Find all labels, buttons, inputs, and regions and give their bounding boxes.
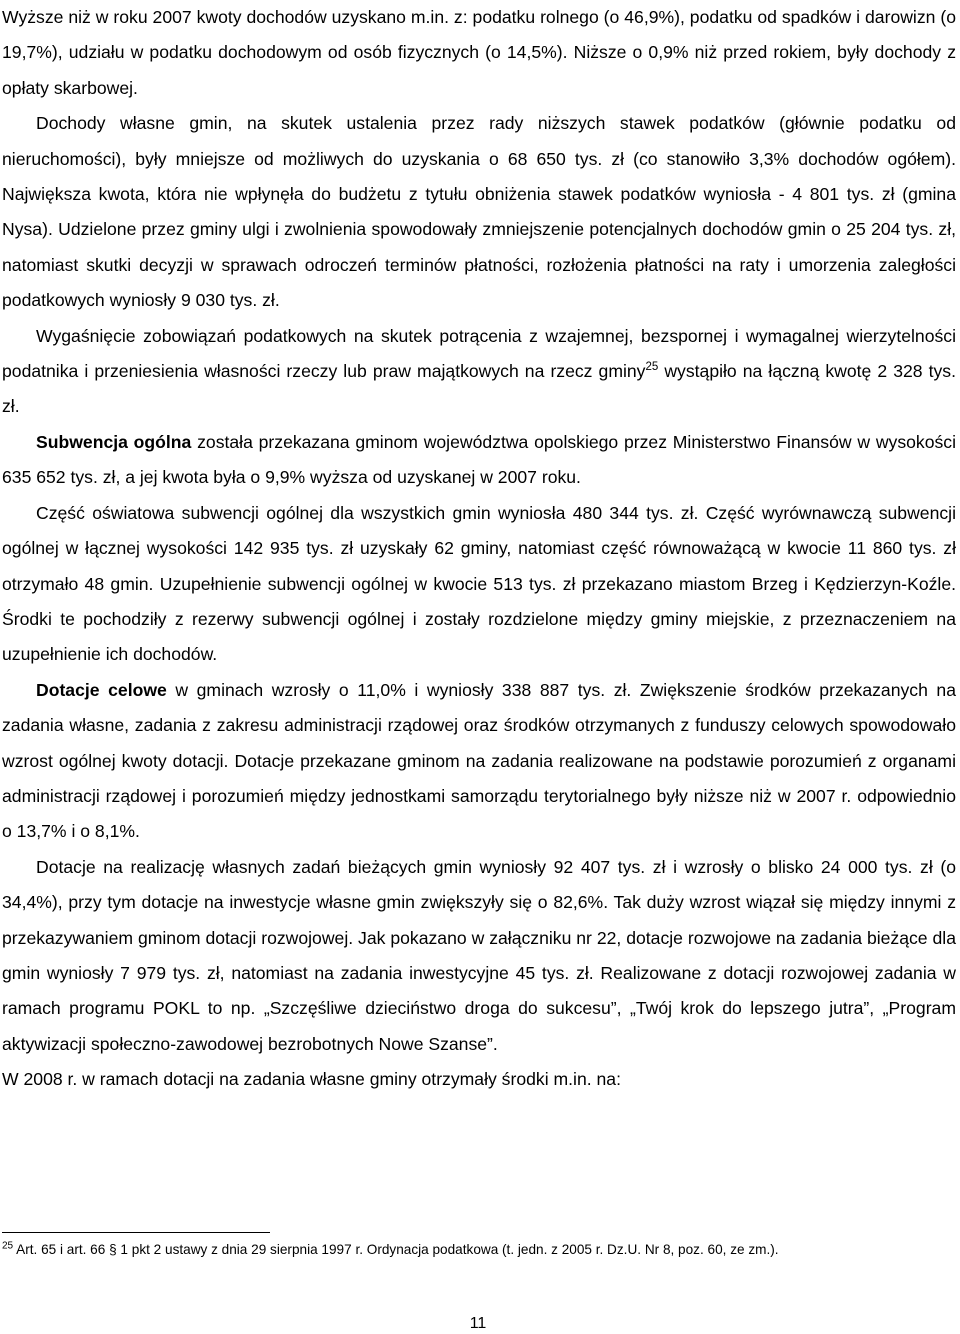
page-number: 11 (469, 1315, 487, 1332)
paragraph-text: Wygaśnięcie zobowiązań podatkowych na skutek potrącenia z wzajemnej, bezspornej i wymagalnej wierzytelności podatnika i przeniesienia własności rzeczy lub praw majątkowych na rzecz gminy (2, 325, 956, 382)
footnote-number: 25 (2, 1240, 14, 1252)
paragraph (2, 0, 956, 106)
paragraph-text: w gminach wzrosły o 11,0% i wyniosły 338 887 tys. zł. Zwiększenie środków przekazanych na zadania własne, zadania z zakresu administracji rządowej oraz środków otrzymanych z funduszy celowych spowodowało wzrost ogólnej kwoty dotacji. Dotacje przekazane gminom na zadania realizowane na podstawie porozumień z organami administracji rządowej i porozumień między jednostkami samorządu terytorialnego były niższe niż w 2007 r. odpowiednio o 13,7% i o 8,1%. (2, 679, 956, 842)
paragraph (2, 425, 956, 496)
paragraph-text: Dochody własne gmin, na skutek ustalenia przez rady niższych stawek podatków (głównie podatku od nieruchomości), były mniejsze od możliwych do uzyskania o 68 650 tys. zł (co stanowiło 3,3% dochodów ogółem). Największa kwota, która nie wpłynęła do budżetu z tytułu obniżenia stawek podatków wyniosła - 4 801 tys. zł (gmina Nysa). Udzielone przez gminy ulgi i zwolnienia spowodowały zmniejszenie potencjalnych dochodów gmin o 25 204 tys. zł, natomiast skutki decyzji w sprawach odroczeń terminów płatności, rozłożenia płatności na raty i umorzenia zaległości podatkowych wyniosły 9 030 tys. zł. (2, 113, 956, 311)
footnote-separator (2, 1232, 270, 1233)
paragraph (2, 319, 956, 425)
footnote-reference: 25 (645, 361, 659, 374)
paragraph (2, 496, 956, 673)
bold-term: Subwencja ogólna (36, 431, 192, 452)
footnote (2, 1240, 956, 1260)
paragraph-text: Wyższe niż w roku 2007 kwoty dochodów uzyskano m.in. z: podatku rolnego (o 46,9%), podatku od spadków i darowizn (o 19,7%), udziału w podatku dochodowym od osób fizycznych (o 14,5%). Niższe o 0,9% niż przed rokiem, były dochody z opłaty skarbowej. (2, 7, 956, 98)
paragraph (2, 850, 956, 1062)
paragraph-text: wystąpiło na łączną kwotę 2 328 tys. zł. (2, 361, 956, 417)
body-text (2, 0, 956, 1098)
paragraph-text: została przekazana gminom województwa opolskiego przez Ministerstwo Finansów w wysokości 635 652 tys. zł, a jej kwota była o 9,9% wyższa od uzyskanej w 2007 roku. (2, 431, 957, 488)
footnote-text: Art. 65 i art. 66 § 1 pkt 2 ustawy z dnia 29 sierpnia 1997 r. Ordynacja podatkowa (t. jedn. z 2005 r. Dz.U. Nr 8, poz. 60, ze zm.). (13, 1242, 779, 1257)
paragraph-text: Część oświatowa subwencji ogólnej dla wszystkich gmin wyniosła 480 344 tys. zł. Część wyrównawczą subwencji ogólnej w łącznej wysokości 142 935 tys. zł uzyskały 62 gminy, natomiast część równoważącą w kwocie 11 860 tys. zł otrzymało 48 gmin. Uzupełnienie subwencji ogólnej w kwocie 513 tys. zł przekazano miastom Brzeg i Kędzierzyn-Koźle. Środki te pochodziły z rezerwy subwencji ogólnej i zostały rozdzielone między gminy miejskie, z przeznaczeniem na uzupełnienie ich dochodów. (2, 502, 956, 665)
paragraph (2, 1062, 956, 1097)
paragraph (2, 106, 956, 318)
paragraph-text: W 2008 r. w ramach dotacji na zadania własne gminy otrzymały środki m.in. na: (2, 1069, 621, 1090)
paragraph (2, 673, 956, 850)
bold-term: Dotacje celowe (36, 679, 167, 700)
paragraph-text: Dotacje na realizację własnych zadań bieżących gmin wyniosły 92 407 tys. zł i wzrosły o blisko 24 000 tys. zł (o 34,4%), przy tym dotacje na inwestycje własne gmin zwiększyły się o 82,6%. Tak duży wzrost wiązał się między innymi z przekazywaniem gminom dotacji rozwojowej. Jak pokazano w załączniku nr 22, dotacje rozwojowe na zadania bieżące dla gmin wyniosły 7 979 tys. zł, natomiast na zadania inwestycyjne 45 tys. zł. Realizowane z dotacji rozwojowej zadania w ramach programu POKL to np. „Szczęśliwe dzieciństwo droga do sukcesu”, „Twój krok do lepszego jutra”, „Program aktywizacji społeczno-zawodowej bezrobotnych Nowe Szanse”. (2, 856, 956, 1054)
